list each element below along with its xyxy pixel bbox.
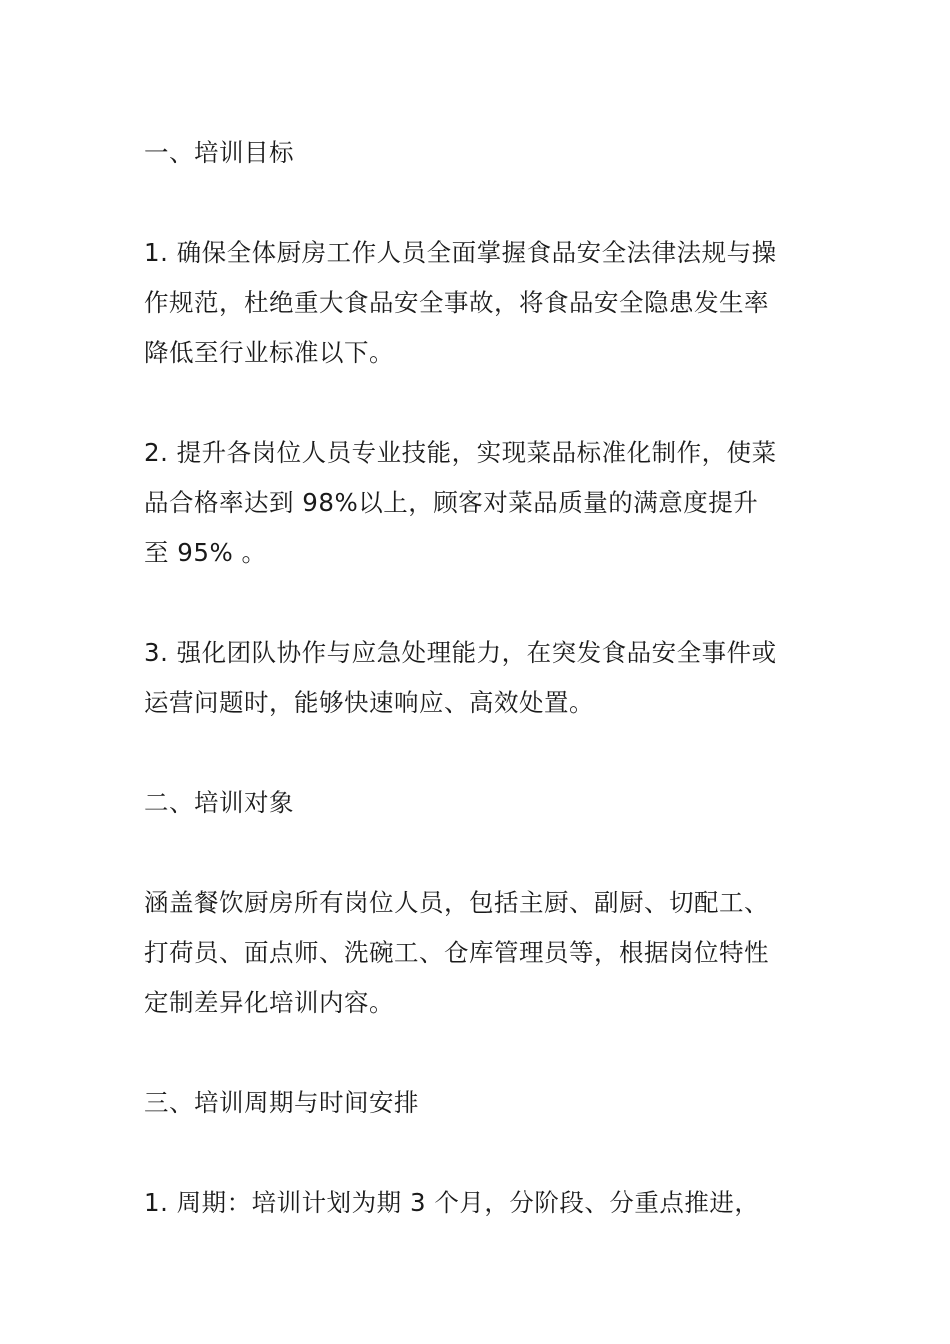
- text-line: 至 95% 。: [144, 538, 267, 567]
- text-line: 一、培训目标: [144, 138, 294, 167]
- heading-training-goals: [144, 128, 808, 178]
- text-line: 品合格率达到 98%以上，顾客对菜品质量的满意度提升: [144, 488, 759, 517]
- text-line: 二、培训对象: [144, 788, 294, 817]
- heading-training-schedule: [144, 1078, 808, 1128]
- text-line: 涵盖餐饮厨房所有岗位人员，包括主厨、副厨、切配工、: [144, 888, 769, 917]
- text-line: 2. 提升各岗位人员专业技能，实现菜品标准化制作，使菜: [144, 438, 777, 467]
- text-line: 作规范，杜绝重大食品安全事故，将食品安全隐患发生率: [144, 288, 769, 317]
- goal-item-3: [144, 628, 808, 728]
- text-line: 3. 强化团队协作与应急处理能力，在突发食品安全事件或: [144, 638, 777, 667]
- text-line: 定制差异化培训内容。: [144, 988, 394, 1017]
- text-line: 1. 周期：培训计划为期 3 个月，分阶段、分重点推进，: [144, 1188, 760, 1217]
- text-line: 打荷员、面点师、洗碗工、仓库管理员等，根据岗位特性: [144, 938, 769, 967]
- text-line: 三、培训周期与时间安排: [144, 1088, 419, 1117]
- text-line: 1. 确保全体厨房工作人员全面掌握食品安全法律法规与操: [144, 238, 777, 267]
- text-line: 运营问题时，能够快速响应、高效处置。: [144, 688, 594, 717]
- text-line: 降低至行业标准以下。: [144, 338, 394, 367]
- goal-item-1: [144, 228, 808, 378]
- heading-training-audience: [144, 778, 808, 828]
- goal-item-2: [144, 428, 808, 578]
- audience-description: [144, 878, 808, 1028]
- schedule-item-1: [144, 1178, 808, 1228]
- document-page: [144, 128, 808, 1278]
